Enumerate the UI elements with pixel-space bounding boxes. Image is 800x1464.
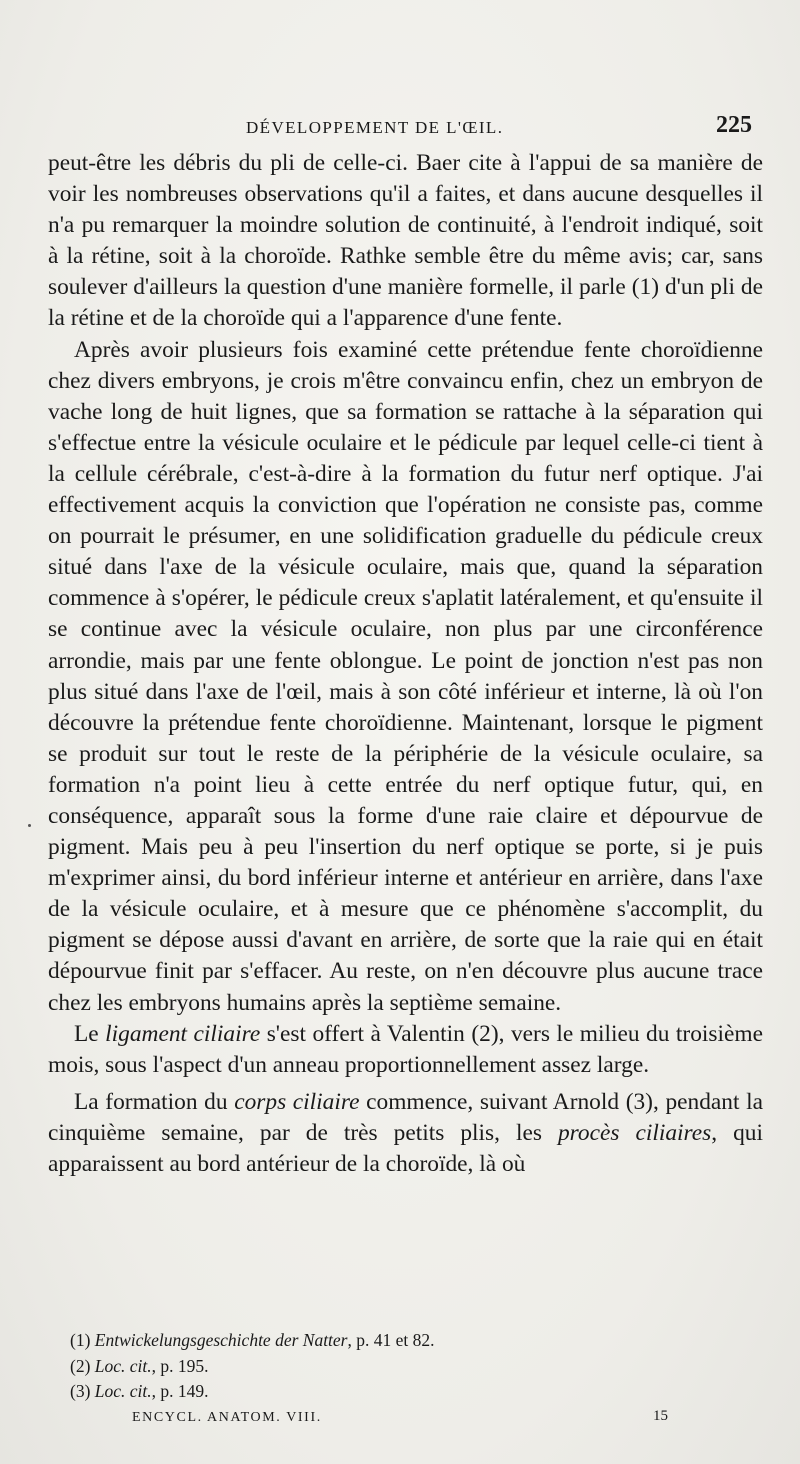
footnote-2 xyxy=(70,1354,590,1380)
term-ligament-ciliaire: ligament ciliaire xyxy=(105,1020,261,1047)
paragraph-4-lead: La formation du xyxy=(74,1088,235,1115)
footnote-3-rest: , p. 149. xyxy=(151,1381,209,1401)
paragraph-3-lead: Le xyxy=(74,1020,106,1047)
sheet-number: 15 xyxy=(653,1408,668,1424)
page-footer xyxy=(132,1408,668,1430)
paragraph-4-mid: commence, suivant Arnold (3), pendant la cinquième semaine, par de très petits plis, les xyxy=(48,1088,763,1146)
footnote-1 xyxy=(70,1328,590,1354)
footnote-3-mark: (3) xyxy=(70,1381,95,1401)
page-header xyxy=(48,112,752,146)
paragraph-3 xyxy=(48,1019,763,1081)
footnote-3 xyxy=(70,1379,590,1405)
footnote-3-title: Loc. cit. xyxy=(94,1381,152,1401)
paragraph-2: Après avoir plusieurs fois examiné cette prétendue fente choroïdienne chez divers embryons, je crois m'être convaincu enfin, chez un embryon de vache long de huit lignes, que sa formation se rattache à la séparation qui s'effectue entre la vésicule oculaire et le pédicule par lequel celle-ci tient à la cellule cérébrale, c'est-à-dire à la formation du futur nerf optique. J'ai effectivement acquis la conviction que l'opération ne consiste pas, comme on pourrait le présumer, en une solidification graduelle du pédicule creux situé dans l'axe de la vésicule oculaire, mais que, quand la séparation commence à s'opérer, le pédicule creux s'aplatit latéralement, et qu'ensuite il se continue avec la vésicule oculaire, non plus par une circonférence arrondie, mais par une fente oblongue. Le point de jonction n'est pas non plus situé dans l'axe de l'œil, mais à son côté inférieur et interne, là où l'on découvre la prétendue fente choroïdienne. Maintenant, lorsque le pigment se produit sur tout le reste de la périphérie de la vésicule oculaire, sa formation n'a point lieu à cette entrée du nerf optique futur, qui, en conséquence, apparaît sous la forme d'une raie claire et dépourvue de pigment. Mais peu à peu l'insertion du nerf optique se porte, si je puis m'exprimer ainsi, du bord inférieur interne et antérieur en arrière, dans l'axe de la vésicule oculaire, et à mesure que ce phénomène s'accomplit, du pigment se dépose aussi d'avant en arrière, de sorte que la raie qui en était dépourvue finit par s'effacer. Au reste, on n'en découvre plus aucune trace chez les embryons humains après la septième semaine. xyxy=(48,336,763,1016)
footnote-2-rest: , p. 195. xyxy=(151,1355,209,1376)
paragraph-4-rest: , qui apparaissent au bord antérieur de la choroïde, là où xyxy=(48,1119,763,1177)
footnotes xyxy=(70,1328,590,1405)
footnote-1-rest: , p. 41 et 82. xyxy=(347,1330,435,1350)
running-head: DÉVELOPPEMENT DE L'ŒIL. xyxy=(246,118,504,137)
margin-mark xyxy=(28,824,31,827)
printer-signature: ENCYCL. ANATOM. VIII. xyxy=(132,1410,322,1425)
footnote-1-title: Entwickelungsgeschichte der Natter xyxy=(94,1330,348,1350)
paragraph-3-rest: s'est offert à Valentin (2), vers le milieu du troisième mois, sous l'aspect d'un anneau proportionnellement assez large. xyxy=(48,1020,763,1078)
page-number: 225 xyxy=(716,112,752,138)
footnote-1-mark: (1) xyxy=(70,1330,95,1350)
paragraph-4 xyxy=(48,1087,763,1180)
term-corps-ciliaire: corps ciliaire xyxy=(234,1088,360,1115)
term-proces-ciliaires: procès ciliaires xyxy=(557,1119,712,1146)
footnote-2-mark: (2) xyxy=(70,1355,95,1376)
paragraph-1: peut-être les débris du pli de celle-ci. Baer cite à l'appui de sa manière de voir les nombreuses observations qu'il a faites, et dans aucune desquelles il n'a pu remarquer la moindre solution de continuité, à l'endroit indiqué, soit à la rétine, soit à la choroïde. Rathke semble être du même avis; car, sans soulever d'ailleurs la question d'une manière formelle, il parle (1) d'un pli de la rétine et de la choroïde qui a l'apparence d'une fente. xyxy=(48,150,763,332)
footnote-2-title: Loc. cit. xyxy=(94,1355,152,1376)
body-text xyxy=(48,148,763,1180)
